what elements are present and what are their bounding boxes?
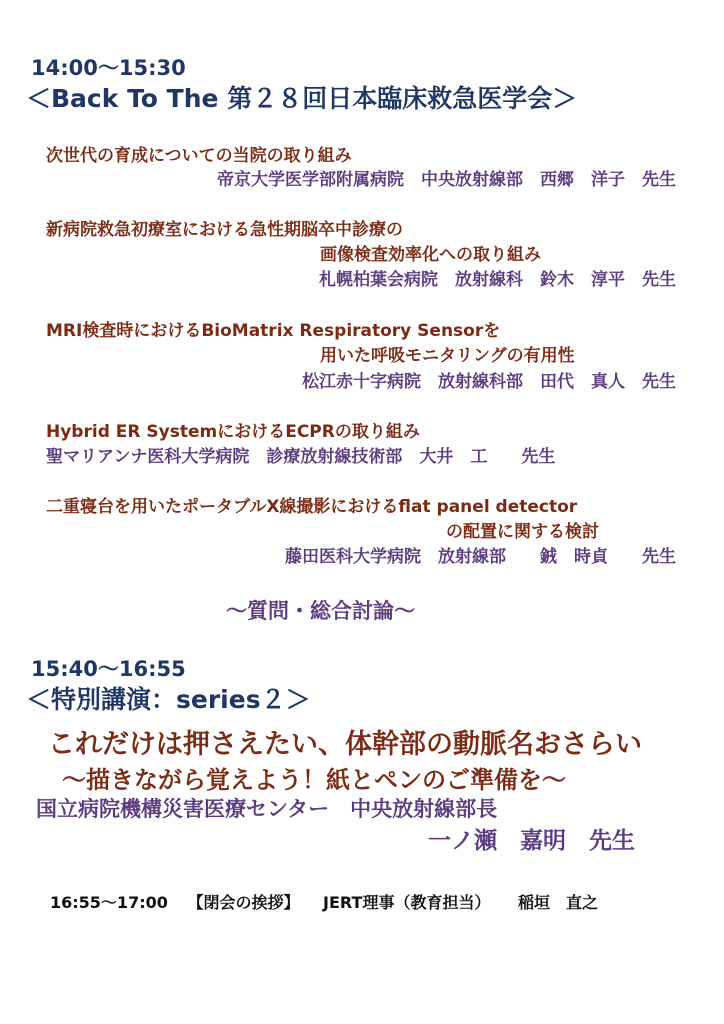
closing-name: 稲垣 直之	[518, 893, 599, 912]
special-lecture-speaker: 一ノ瀬 嘉明 先生	[428, 828, 635, 854]
special-lecture-subtitle: ～描きながら覚えよう！紙とペンのご準備を～	[62, 766, 566, 794]
session2-time: 15:40～16:55	[31, 657, 186, 681]
talk-2-title-line-1: 新病院救急初療室における急性期脳卒中診療の	[46, 220, 403, 240]
session1-title: ＜Back To The 第２８回日本臨床救急医学会＞	[26, 84, 578, 113]
talk-5-title-line-2: の配置に関する検討	[446, 522, 599, 542]
talk-5-speaker: 藤田医科大学病院 放射線部 銊 時貞 先生	[285, 547, 676, 567]
session1-time: 14:00～15:30	[31, 56, 186, 80]
closing-label: 【閉会の挨拶】	[187, 893, 300, 912]
closing-time: 16:55～17:00	[50, 893, 168, 912]
talk-4-speaker: 聖マリアンナ医科大学病院 診療放射線技術部 大井 工 先生	[46, 447, 556, 467]
talk-3-title-line-2: 用いた呼吸モニタリングの有用性	[320, 346, 575, 366]
talk-3-title-line-1: MRI検査時におけるBioMatrix Respiratory Sensorを	[46, 321, 501, 341]
special-lecture-affiliation: 国立病院機構災害医療センター 中央放射線部長	[36, 797, 498, 821]
talk-4-title-line-1: Hybrid ER SystemにおけるECPRの取り組み	[46, 422, 420, 442]
talk-1-speaker: 帝京大学医学部附属病院 中央放射線部 西郷 洋子 先生	[217, 170, 676, 190]
talk-1-title-line-1: 次世代の育成についての当院の取り組み	[46, 146, 352, 166]
talk-2-speaker: 札幌柏葉会病院 放射線科 鈴木 淳平 先生	[319, 270, 676, 290]
discussion-heading: ～質問・総合討論～	[226, 599, 415, 623]
talk-3-speaker: 松江赤十字病院 放射線科部 田代 真人 先生	[302, 372, 676, 392]
closing-role: JERT理事（教育担当）	[323, 893, 491, 912]
closing-row	[50, 890, 598, 913]
talk-2-title-line-2: 画像検査効率化への取り組み	[320, 245, 541, 265]
special-lecture-title: これだけは押さえたい、体幹部の動脈名おさらい	[48, 729, 642, 760]
session2-title: ＜特別講演：series２＞	[26, 685, 311, 714]
talk-5-title-line-1: 二重寝台を用いたポータブルX線撮影におけるflat panel detector	[46, 497, 578, 517]
